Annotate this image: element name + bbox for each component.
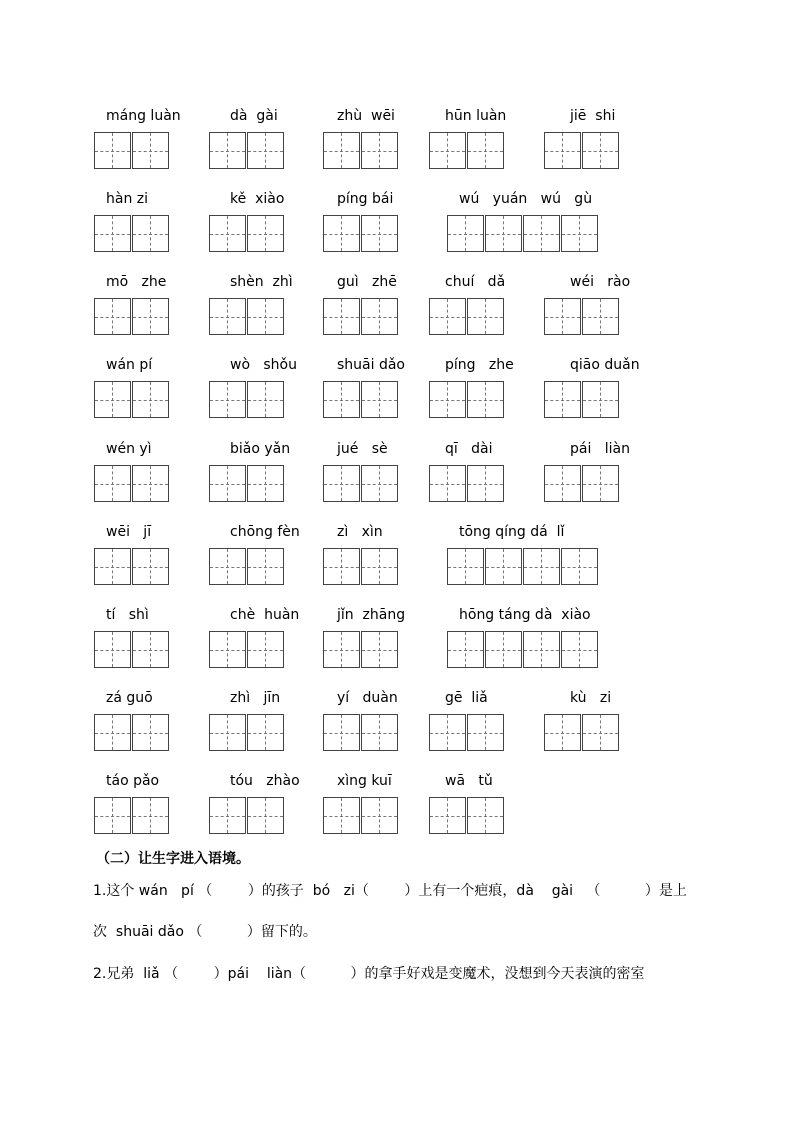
cell-guide-vertical [265, 632, 266, 667]
pinyin-label: chōng fèn [230, 524, 300, 540]
cell-guide-vertical [465, 549, 466, 584]
tianzige-cell[interactable] [544, 132, 581, 169]
tianzige-cell[interactable] [247, 381, 284, 418]
cell-guide-vertical [447, 382, 448, 417]
tianzige-cell[interactable] [467, 381, 504, 418]
cell-guide-vertical [341, 466, 342, 501]
cell-guide-vertical [562, 715, 563, 750]
cell-guide-vertical [150, 549, 151, 584]
tianzige-cell[interactable] [467, 132, 504, 169]
tianzige-cell[interactable] [323, 215, 360, 252]
tianzige-cell[interactable] [209, 631, 246, 668]
tianzige-cell[interactable] [467, 714, 504, 751]
sentence-line-3: 2.兄弟 liǎ （ ）pái liàn（ ）的拿手好戏是变魔术，没想到今天表演的密室 [93, 966, 645, 982]
cell-guide-vertical [112, 216, 113, 251]
tianzige-cell[interactable] [429, 381, 466, 418]
tianzige-cell[interactable] [361, 714, 398, 751]
tianzige-cell[interactable] [323, 465, 360, 502]
cell-guide-vertical [227, 299, 228, 334]
pinyin-label: zì xìn [337, 524, 383, 540]
tianzige-cell[interactable] [467, 298, 504, 335]
cell-guide-vertical [562, 133, 563, 168]
tianzige-cell[interactable] [209, 381, 246, 418]
cell-guide-vertical [227, 715, 228, 750]
tianzige-cell[interactable] [323, 631, 360, 668]
pinyin-label: píng bái [337, 191, 394, 207]
tianzige-cell[interactable] [485, 631, 522, 668]
tianzige-cell[interactable] [247, 714, 284, 751]
cell-guide-vertical [265, 216, 266, 251]
pinyin-label: zá guō [106, 690, 153, 706]
tianzige-cell[interactable] [247, 797, 284, 834]
pinyin-label: wò shǒu [230, 357, 297, 373]
tianzige-cell[interactable] [467, 465, 504, 502]
cell-guide-vertical [227, 382, 228, 417]
tianzige-cell[interactable] [247, 215, 284, 252]
cell-guide-vertical [150, 299, 151, 334]
cell-guide-vertical [579, 632, 580, 667]
tianzige-cell[interactable] [209, 298, 246, 335]
tianzige-cell[interactable] [94, 298, 131, 335]
tianzige-cell[interactable] [429, 132, 466, 169]
cell-guide-vertical [112, 466, 113, 501]
pinyin-label: gē liǎ [445, 690, 488, 706]
cell-guide-vertical [112, 299, 113, 334]
cell-guide-vertical [265, 715, 266, 750]
tianzige-cell[interactable] [582, 465, 619, 502]
pinyin-label: wēi jī [106, 524, 152, 540]
cell-guide-vertical [562, 466, 563, 501]
pinyin-label: tóu zhào [230, 773, 300, 789]
tianzige-cell[interactable] [247, 132, 284, 169]
tianzige-cell[interactable] [361, 132, 398, 169]
tianzige-cell[interactable] [209, 714, 246, 751]
pinyin-label: dà gài [230, 108, 278, 124]
pinyin-label: tí shì [106, 607, 149, 623]
pinyin-label: jué sè [337, 441, 388, 457]
pinyin-label: táo pǎo [106, 773, 160, 789]
tianzige-cell[interactable] [429, 298, 466, 335]
tianzige-cell[interactable] [94, 465, 131, 502]
tianzige-cell[interactable] [323, 548, 360, 585]
tianzige-cell[interactable] [209, 465, 246, 502]
cell-guide-vertical [150, 133, 151, 168]
cell-guide-vertical [265, 382, 266, 417]
pinyin-label: chuí dǎ [445, 274, 506, 290]
pinyin-label: shèn zhì [230, 274, 293, 290]
tianzige-cell[interactable] [523, 548, 560, 585]
cell-guide-vertical [379, 299, 380, 334]
cell-guide-vertical [265, 299, 266, 334]
cell-guide-vertical [485, 798, 486, 833]
cell-guide-vertical [227, 632, 228, 667]
cell-guide-vertical [112, 549, 113, 584]
cell-guide-vertical [227, 216, 228, 251]
cell-guide-vertical [379, 798, 380, 833]
tianzige-cell[interactable] [94, 548, 131, 585]
cell-guide-vertical [112, 798, 113, 833]
cell-guide-vertical [485, 299, 486, 334]
cell-guide-vertical [341, 632, 342, 667]
tianzige-cell[interactable] [447, 548, 484, 585]
cell-guide-vertical [265, 133, 266, 168]
tianzige-cell[interactable] [361, 215, 398, 252]
cell-guide-vertical [379, 216, 380, 251]
cell-guide-vertical [600, 466, 601, 501]
cell-guide-vertical [150, 715, 151, 750]
cell-guide-vertical [600, 299, 601, 334]
tianzige-cell[interactable] [132, 631, 169, 668]
cell-guide-vertical [503, 549, 504, 584]
tianzige-cell[interactable] [582, 714, 619, 751]
cell-guide-vertical [485, 382, 486, 417]
pinyin-label: qī dài [445, 441, 493, 457]
cell-guide-vertical [600, 382, 601, 417]
tianzige-cell[interactable] [132, 215, 169, 252]
tianzige-cell[interactable] [94, 631, 131, 668]
cell-guide-vertical [379, 632, 380, 667]
cell-guide-vertical [150, 216, 151, 251]
pinyin-label: biǎo yǎn [230, 441, 291, 457]
cell-guide-vertical [600, 133, 601, 168]
tianzige-cell[interactable] [429, 797, 466, 834]
cell-guide-vertical [465, 216, 466, 251]
cell-guide-vertical [150, 632, 151, 667]
tianzige-cell[interactable] [247, 298, 284, 335]
tianzige-cell[interactable] [132, 797, 169, 834]
cell-guide-vertical [379, 466, 380, 501]
cell-guide-vertical [379, 133, 380, 168]
tianzige-cell[interactable] [209, 215, 246, 252]
cell-guide-vertical [485, 133, 486, 168]
tianzige-cell[interactable] [361, 381, 398, 418]
tianzige-cell[interactable] [132, 714, 169, 751]
cell-guide-vertical [112, 382, 113, 417]
pinyin-label: jiē shi [570, 108, 616, 124]
cell-guide-vertical [341, 549, 342, 584]
pinyin-label: hàn zi [106, 191, 149, 207]
tianzige-cell[interactable] [132, 132, 169, 169]
tianzige-cell[interactable] [485, 548, 522, 585]
cell-guide-vertical [341, 798, 342, 833]
tianzige-cell[interactable] [132, 548, 169, 585]
cell-guide-vertical [150, 798, 151, 833]
cell-guide-vertical [379, 549, 380, 584]
tianzige-cell[interactable] [523, 631, 560, 668]
cell-guide-vertical [485, 715, 486, 750]
cell-guide-vertical [227, 466, 228, 501]
cell-guide-vertical [447, 798, 448, 833]
pinyin-label: hūn luàn [445, 108, 507, 124]
cell-guide-vertical [579, 216, 580, 251]
tianzige-cell[interactable] [361, 548, 398, 585]
cell-guide-vertical [227, 549, 228, 584]
tianzige-cell[interactable] [323, 714, 360, 751]
pinyin-label: wú yuán wú gù [459, 191, 593, 207]
pinyin-label: kù zi [570, 690, 612, 706]
cell-guide-vertical [541, 216, 542, 251]
pinyin-label: pái liàn [570, 441, 630, 457]
sentence-line-1: 1.这个 wán pí （ ）的孩子 bó zi（ ）上有一个疤痕，dà gài （ ）是上 [93, 883, 687, 899]
sentence-line-2: 次 shuāi dǎo （ ）留下的。 [93, 924, 317, 940]
pinyin-label: xìng kuī [337, 773, 392, 789]
tianzige-cell[interactable] [561, 548, 598, 585]
tianzige-cell[interactable] [561, 215, 598, 252]
cell-guide-vertical [503, 216, 504, 251]
tianzige-cell[interactable] [429, 714, 466, 751]
cell-guide-vertical [465, 632, 466, 667]
cell-guide-vertical [503, 632, 504, 667]
tianzige-cell[interactable] [94, 132, 131, 169]
tianzige-cell[interactable] [132, 465, 169, 502]
tianzige-cell[interactable] [323, 132, 360, 169]
pinyin-label: tōng qíng dá lǐ [459, 524, 565, 540]
section-title: （二）让生字进入语境。 [96, 851, 250, 867]
tianzige-cell[interactable] [361, 631, 398, 668]
tianzige-cell[interactable] [132, 381, 169, 418]
pinyin-label: chè huàn [230, 607, 300, 623]
tianzige-cell[interactable] [582, 298, 619, 335]
cell-guide-vertical [447, 133, 448, 168]
cell-guide-vertical [112, 632, 113, 667]
cell-guide-vertical [112, 715, 113, 750]
cell-guide-vertical [447, 299, 448, 334]
cell-guide-vertical [265, 466, 266, 501]
pinyin-label: hōng táng dà xiào [459, 607, 591, 623]
pinyin-label: wéi rào [570, 274, 631, 290]
cell-guide-vertical [112, 133, 113, 168]
pinyin-label: mō zhe [106, 274, 167, 290]
cell-guide-vertical [341, 715, 342, 750]
tianzige-cell[interactable] [323, 797, 360, 834]
pinyin-label: zhù wēi [337, 108, 395, 124]
pinyin-label: yí duàn [337, 690, 398, 706]
tianzige-cell[interactable] [544, 465, 581, 502]
pinyin-label: qiāo duǎn [570, 357, 640, 373]
tianzige-cell[interactable] [94, 215, 131, 252]
tianzige-cell[interactable] [361, 797, 398, 834]
cell-guide-vertical [150, 466, 151, 501]
tianzige-cell[interactable] [447, 215, 484, 252]
tianzige-cell[interactable] [247, 631, 284, 668]
cell-guide-vertical [341, 382, 342, 417]
tianzige-cell[interactable] [94, 381, 131, 418]
tianzige-cell[interactable] [544, 714, 581, 751]
tianzige-cell[interactable] [323, 381, 360, 418]
tianzige-cell[interactable] [523, 215, 560, 252]
pinyin-label: guì zhē [337, 274, 397, 290]
pinyin-label: píng zhe [445, 357, 514, 373]
tianzige-cell[interactable] [582, 381, 619, 418]
tianzige-cell[interactable] [209, 797, 246, 834]
tianzige-cell[interactable] [429, 465, 466, 502]
cell-guide-vertical [379, 715, 380, 750]
cell-guide-vertical [341, 216, 342, 251]
cell-guide-vertical [265, 549, 266, 584]
tianzige-cell[interactable] [467, 797, 504, 834]
tianzige-cell[interactable] [582, 132, 619, 169]
cell-guide-vertical [541, 632, 542, 667]
tianzige-cell[interactable] [361, 298, 398, 335]
pinyin-label: shuāi dǎo [337, 357, 405, 373]
cell-guide-vertical [447, 715, 448, 750]
tianzige-cell[interactable] [94, 714, 131, 751]
tianzige-cell[interactable] [94, 797, 131, 834]
tianzige-cell[interactable] [561, 631, 598, 668]
cell-guide-vertical [379, 382, 380, 417]
cell-guide-vertical [150, 382, 151, 417]
tianzige-cell[interactable] [209, 132, 246, 169]
pinyin-label: máng luàn [106, 108, 181, 124]
cell-guide-vertical [562, 299, 563, 334]
pinyin-label: wā tǔ [445, 773, 493, 789]
tianzige-cell[interactable] [544, 298, 581, 335]
tianzige-cell[interactable] [209, 548, 246, 585]
cell-guide-vertical [579, 549, 580, 584]
tianzige-cell[interactable] [361, 465, 398, 502]
pinyin-label: wén yì [106, 441, 152, 457]
cell-guide-vertical [265, 798, 266, 833]
pinyin-label: jǐn zhāng [337, 607, 406, 623]
cell-guide-vertical [447, 466, 448, 501]
tianzige-cell[interactable] [247, 548, 284, 585]
cell-guide-vertical [341, 133, 342, 168]
tianzige-cell[interactable] [544, 381, 581, 418]
tianzige-cell[interactable] [247, 465, 284, 502]
cell-guide-vertical [600, 715, 601, 750]
cell-guide-vertical [227, 133, 228, 168]
pinyin-label: zhì jīn [230, 690, 281, 706]
cell-guide-vertical [227, 798, 228, 833]
tianzige-cell[interactable] [132, 298, 169, 335]
cell-guide-vertical [541, 549, 542, 584]
tianzige-cell[interactable] [323, 298, 360, 335]
tianzige-cell[interactable] [447, 631, 484, 668]
pinyin-label: kě xiào [230, 191, 285, 207]
cell-guide-vertical [341, 299, 342, 334]
cell-guide-vertical [562, 382, 563, 417]
cell-guide-vertical [485, 466, 486, 501]
pinyin-label: wán pí [106, 357, 153, 373]
tianzige-cell[interactable] [485, 215, 522, 252]
